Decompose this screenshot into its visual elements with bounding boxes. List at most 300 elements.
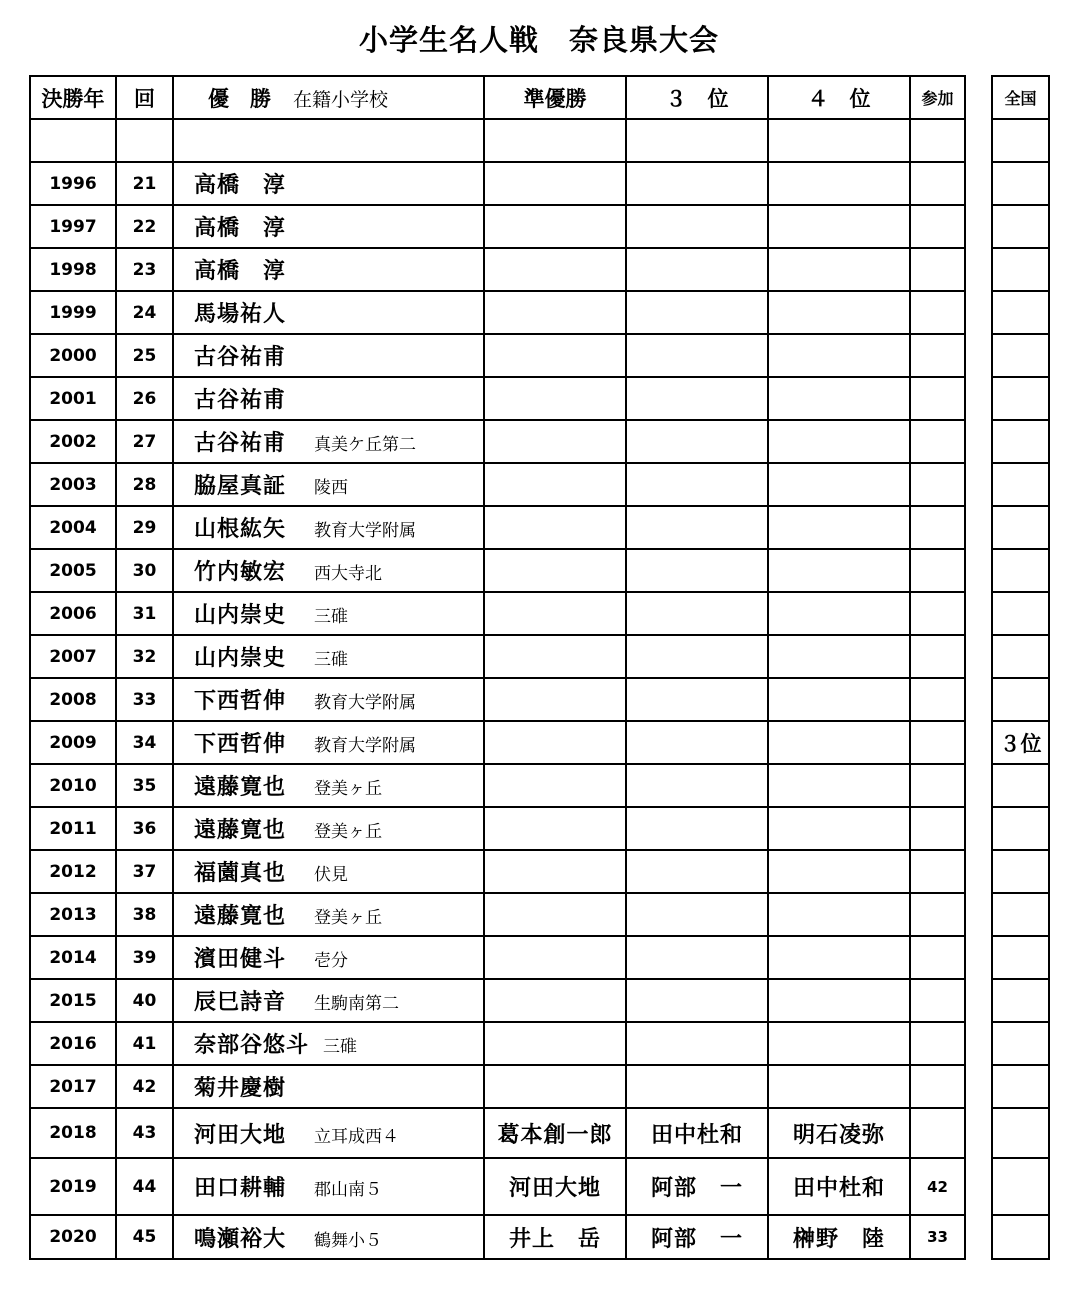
- champion-name: 河田大地: [194, 1122, 287, 1148]
- champion-name: 山根紘矢: [194, 517, 287, 542]
- national-row: [992, 893, 1049, 936]
- table-row: [30, 205, 965, 248]
- national-result-cell: [992, 463, 1049, 506]
- participants-cell: [910, 1022, 965, 1065]
- fourth-place-cell: [768, 162, 910, 205]
- national-row: [992, 721, 1049, 764]
- champion-cell: [173, 1215, 484, 1259]
- fourth-place-cell: [768, 291, 910, 334]
- third-place-cell: [626, 162, 768, 205]
- fourth-place-cell: [768, 248, 910, 291]
- runner-up-cell: [484, 678, 626, 721]
- runner-up-cell: [484, 205, 626, 248]
- champion-cell: [173, 979, 484, 1022]
- champion-name: 馬場祐人: [194, 302, 287, 327]
- round-cell: 37: [116, 850, 173, 893]
- year-cell: 2007: [30, 635, 116, 678]
- table-row: [30, 764, 965, 807]
- fourth-place-cell: [768, 979, 910, 1022]
- header-participants: 参加: [910, 76, 965, 119]
- table-row: [30, 377, 965, 420]
- runner-up-cell: 井上 岳: [484, 1215, 626, 1259]
- fourth-place-cell: [768, 334, 910, 377]
- runner-up-cell: [484, 764, 626, 807]
- fourth-place-cell: 榊野 陸: [768, 1215, 910, 1259]
- champion-cell: [173, 592, 484, 635]
- year-cell: 2019: [30, 1158, 116, 1215]
- champion-name: 古谷祐甫: [194, 388, 287, 413]
- participants-cell: [910, 162, 965, 205]
- participants-cell: [910, 377, 965, 420]
- national-row: [992, 635, 1049, 678]
- table-row: [30, 334, 965, 377]
- participants-cell: [910, 721, 965, 764]
- table-row: [30, 248, 965, 291]
- year-cell: 2000: [30, 334, 116, 377]
- runner-up-cell: [484, 506, 626, 549]
- champion-school: 鶴舞小５: [314, 1230, 382, 1251]
- table-row: [30, 291, 965, 334]
- round-cell: 24: [116, 291, 173, 334]
- third-place-cell: [626, 549, 768, 592]
- round-cell: 26: [116, 377, 173, 420]
- third-place-cell: [626, 592, 768, 635]
- national-result-cell: [992, 1158, 1049, 1215]
- runner-up-cell: [484, 119, 626, 162]
- round-cell: 41: [116, 1022, 173, 1065]
- champion-school: 登美ヶ丘: [314, 822, 382, 842]
- national-row: [992, 291, 1049, 334]
- header-third: ３ 位: [626, 76, 768, 119]
- header-champion-label: 優 勝: [208, 86, 271, 111]
- round-cell: 45: [116, 1215, 173, 1259]
- round-cell: 38: [116, 893, 173, 936]
- fourth-place-cell: [768, 119, 910, 162]
- champion-name: 高橋 淳: [194, 216, 287, 241]
- header-school: 在籍小学校: [293, 88, 389, 111]
- champion-cell: [173, 850, 484, 893]
- fourth-place-cell: [768, 463, 910, 506]
- header-champion: [173, 76, 484, 119]
- national-result-cell: [992, 764, 1049, 807]
- national-result-cell: [992, 635, 1049, 678]
- third-place-cell: [626, 678, 768, 721]
- year-cell: 2017: [30, 1065, 116, 1108]
- fourth-place-cell: [768, 506, 910, 549]
- champion-school: 真美ケ丘第二: [314, 435, 416, 455]
- runner-up-cell: 河田大地: [484, 1158, 626, 1215]
- round-cell: 42: [116, 1065, 173, 1108]
- champion-cell: [173, 936, 484, 979]
- year-cell: 2006: [30, 592, 116, 635]
- runner-up-cell: [484, 420, 626, 463]
- header-round: 回: [116, 76, 173, 119]
- champion-school: 陵西: [314, 478, 348, 498]
- table-row: [30, 162, 965, 205]
- year-cell: 2003: [30, 463, 116, 506]
- table-row: [30, 549, 965, 592]
- third-place-cell: [626, 721, 768, 764]
- champion-cell: [173, 205, 484, 248]
- runner-up-cell: [484, 893, 626, 936]
- champion-name: 下西哲伸: [194, 689, 287, 714]
- table-row: [30, 893, 965, 936]
- fourth-place-cell: [768, 635, 910, 678]
- runner-up-cell: [484, 721, 626, 764]
- champion-cell: [173, 1158, 484, 1215]
- participants-cell: [910, 764, 965, 807]
- year-cell: 2014: [30, 936, 116, 979]
- national-row: [992, 162, 1049, 205]
- champion-school: 壱分: [314, 951, 348, 971]
- third-place-cell: [626, 205, 768, 248]
- national-result-cell: [992, 807, 1049, 850]
- champion-name: 福薗真也: [194, 861, 287, 886]
- champion-cell: [173, 1108, 484, 1158]
- table-row: [30, 635, 965, 678]
- year-cell: 2004: [30, 506, 116, 549]
- champion-name: 奈部谷悠斗: [194, 1033, 310, 1058]
- fourth-place-cell: [768, 764, 910, 807]
- champion-name: 濱田健斗: [194, 947, 287, 972]
- fourth-place-cell: [768, 420, 910, 463]
- fourth-place-cell: [768, 893, 910, 936]
- national-header-row: [992, 76, 1049, 119]
- national-row: [992, 248, 1049, 291]
- champion-name: 田口耕輔: [194, 1176, 287, 1201]
- national-row: [992, 936, 1049, 979]
- national-result-cell: [992, 893, 1049, 936]
- year-cell: 1997: [30, 205, 116, 248]
- table-row: [30, 1215, 965, 1259]
- national-row: [992, 1158, 1049, 1215]
- participants-cell: [910, 1108, 965, 1158]
- champion-school: 三碓: [323, 1037, 358, 1057]
- year-cell: 2009: [30, 721, 116, 764]
- champion-school: 郡山南５: [314, 1180, 382, 1200]
- round-cell: 21: [116, 162, 173, 205]
- header-runner-up: 準優勝: [484, 76, 626, 119]
- champion-name: 高橋 淳: [194, 173, 287, 198]
- champion-cell: [173, 334, 484, 377]
- champion-cell: [173, 807, 484, 850]
- champion-school: 三碓: [314, 650, 348, 670]
- champion-cell: [173, 377, 484, 420]
- champion-name: 遠藤寛也: [194, 904, 287, 929]
- header-fourth: ４ 位: [768, 76, 910, 119]
- round-cell: 27: [116, 420, 173, 463]
- page-title: 小学生名人戦 奈良県大会: [358, 23, 719, 57]
- fourth-place-cell: 明石凌弥: [768, 1108, 910, 1158]
- champion-school: 登美ヶ丘: [314, 908, 382, 928]
- table-row: [30, 979, 965, 1022]
- champion-school: 立耳成西４: [314, 1126, 399, 1147]
- fourth-place-cell: [768, 377, 910, 420]
- national-row: [992, 850, 1049, 893]
- participants-cell: [910, 936, 965, 979]
- national-row: [992, 377, 1049, 420]
- table-row: [30, 807, 965, 850]
- third-place-cell: [626, 506, 768, 549]
- national-row: [992, 764, 1049, 807]
- participants-cell: 42: [910, 1158, 965, 1215]
- national-row: [992, 1108, 1049, 1158]
- champion-name: 菊井慶樹: [194, 1076, 287, 1101]
- round-cell: 40: [116, 979, 173, 1022]
- year-cell: 2018: [30, 1108, 116, 1158]
- year-cell: 1999: [30, 291, 116, 334]
- champion-cell: [173, 635, 484, 678]
- national-result-cell: [992, 592, 1049, 635]
- fourth-place-cell: [768, 936, 910, 979]
- round-cell: 43: [116, 1108, 173, 1158]
- runner-up-cell: [484, 635, 626, 678]
- participants-cell: [910, 592, 965, 635]
- third-place-cell: [626, 1065, 768, 1108]
- participants-cell: [910, 291, 965, 334]
- header-national: 全国: [992, 76, 1049, 119]
- national-result-cell: [992, 549, 1049, 592]
- champion-name: 辰巳詩音: [194, 990, 287, 1015]
- national-row: [992, 334, 1049, 377]
- participants-cell: 33: [910, 1215, 965, 1259]
- third-place-cell: 田中杜和: [626, 1108, 768, 1158]
- year-cell: 2005: [30, 549, 116, 592]
- runner-up-cell: [484, 1065, 626, 1108]
- national-result-cell: [992, 420, 1049, 463]
- year-cell: 1996: [30, 162, 116, 205]
- runner-up-cell: [484, 850, 626, 893]
- year-cell: 1998: [30, 248, 116, 291]
- year-cell: 2001: [30, 377, 116, 420]
- participants-cell: [910, 463, 965, 506]
- champion-cell: [173, 549, 484, 592]
- table-row: [30, 1108, 965, 1158]
- runner-up-cell: [484, 936, 626, 979]
- round-cell: 29: [116, 506, 173, 549]
- national-result-cell: [992, 979, 1049, 1022]
- participants-cell: [910, 420, 965, 463]
- runner-up-cell: [484, 291, 626, 334]
- champion-school: 登美ヶ丘: [314, 779, 382, 799]
- runner-up-cell: [484, 1022, 626, 1065]
- champion-school: 教育大学附属: [314, 693, 416, 713]
- national-row: [992, 592, 1049, 635]
- national-row: [992, 1022, 1049, 1065]
- national-row: [992, 1215, 1049, 1259]
- round-cell: 25: [116, 334, 173, 377]
- fourth-place-cell: [768, 850, 910, 893]
- round-cell: 33: [116, 678, 173, 721]
- national-result-cell: [992, 377, 1049, 420]
- champion-name: 山内崇史: [194, 646, 287, 671]
- third-place-cell: [626, 420, 768, 463]
- participants-cell: [910, 850, 965, 893]
- runner-up-cell: [484, 334, 626, 377]
- champion-cell: [173, 1065, 484, 1108]
- table-row: [30, 420, 965, 463]
- table-row: [30, 936, 965, 979]
- third-place-cell: 阿部 一: [626, 1158, 768, 1215]
- table-row: [30, 506, 965, 549]
- participants-cell: [910, 979, 965, 1022]
- champion-name: 古谷祐甫: [194, 431, 287, 456]
- round-cell: 44: [116, 1158, 173, 1215]
- third-place-cell: [626, 1022, 768, 1065]
- third-place-cell: [626, 248, 768, 291]
- third-place-cell: [626, 850, 768, 893]
- year-cell: [30, 119, 116, 162]
- third-place-cell: [626, 377, 768, 420]
- table-row: [30, 850, 965, 893]
- champion-cell: [173, 291, 484, 334]
- runner-up-cell: [484, 377, 626, 420]
- national-result-cell: [992, 1065, 1049, 1108]
- national-row: [992, 205, 1049, 248]
- table-row: [30, 1158, 965, 1215]
- champion-cell: [173, 764, 484, 807]
- results-table: [29, 75, 966, 1260]
- table-row: [30, 721, 965, 764]
- participants-cell: [910, 334, 965, 377]
- national-row: [992, 549, 1049, 592]
- fourth-place-cell: [768, 807, 910, 850]
- champion-school: 西大寺北: [314, 564, 382, 584]
- champion-name: 竹内敏宏: [194, 560, 287, 585]
- year-cell: 2016: [30, 1022, 116, 1065]
- round-cell: 36: [116, 807, 173, 850]
- year-cell: 2013: [30, 893, 116, 936]
- participants-cell: [910, 807, 965, 850]
- year-cell: 2008: [30, 678, 116, 721]
- fourth-place-cell: [768, 721, 910, 764]
- champion-cell: [173, 463, 484, 506]
- fourth-place-cell: [768, 592, 910, 635]
- champion-cell: [173, 893, 484, 936]
- participants-cell: [910, 506, 965, 549]
- round-cell: 22: [116, 205, 173, 248]
- participants-cell: [910, 119, 965, 162]
- third-place-cell: [626, 291, 768, 334]
- champion-name: 古谷祐甫: [194, 345, 287, 370]
- third-place-cell: [626, 635, 768, 678]
- champion-name: 山内崇史: [194, 603, 287, 628]
- champion-school: 教育大学附属: [314, 736, 416, 756]
- champion-cell: [173, 119, 484, 162]
- table-row: [30, 678, 965, 721]
- national-result-cell: [992, 1022, 1049, 1065]
- participants-cell: [910, 635, 965, 678]
- runner-up-cell: [484, 592, 626, 635]
- champion-cell: [173, 248, 484, 291]
- round-cell: 23: [116, 248, 173, 291]
- champion-cell: [173, 162, 484, 205]
- national-result-cell: [992, 291, 1049, 334]
- third-place-cell: [626, 893, 768, 936]
- national-row: [992, 1065, 1049, 1108]
- champion-name: 遠藤寛也: [194, 818, 287, 843]
- national-row: [992, 807, 1049, 850]
- year-cell: 2010: [30, 764, 116, 807]
- fourth-place-cell: [768, 1065, 910, 1108]
- national-result-cell: [992, 248, 1049, 291]
- national-row: [992, 119, 1049, 162]
- champion-cell: [173, 678, 484, 721]
- national-result-cell: [992, 1108, 1049, 1158]
- table-row: [30, 119, 965, 162]
- runner-up-cell: 葛本創一郎: [484, 1108, 626, 1158]
- champion-school: 三碓: [314, 607, 348, 627]
- participants-cell: [910, 248, 965, 291]
- national-row: [992, 463, 1049, 506]
- round-cell: 28: [116, 463, 173, 506]
- participants-cell: [910, 205, 965, 248]
- national-result-cell: [992, 936, 1049, 979]
- fourth-place-cell: [768, 678, 910, 721]
- national-result-cell: [992, 334, 1049, 377]
- fourth-place-cell: 田中杜和: [768, 1158, 910, 1215]
- third-place-cell: [626, 807, 768, 850]
- runner-up-cell: [484, 248, 626, 291]
- round-cell: 31: [116, 592, 173, 635]
- champion-cell: [173, 721, 484, 764]
- fourth-place-cell: [768, 205, 910, 248]
- champion-name: 高橋 淳: [194, 259, 287, 284]
- round-cell: 34: [116, 721, 173, 764]
- runner-up-cell: [484, 463, 626, 506]
- third-place-cell: [626, 119, 768, 162]
- header-row: [30, 76, 965, 119]
- national-result-cell: [992, 119, 1049, 162]
- national-result-cell: [992, 678, 1049, 721]
- runner-up-cell: [484, 807, 626, 850]
- third-place-cell: [626, 764, 768, 807]
- year-cell: 2011: [30, 807, 116, 850]
- round-cell: 32: [116, 635, 173, 678]
- champion-cell: [173, 506, 484, 549]
- third-place-cell: [626, 334, 768, 377]
- champion-school: 伏見: [314, 865, 348, 885]
- participants-cell: [910, 678, 965, 721]
- champion-school: 教育大学附属: [314, 521, 416, 541]
- participants-cell: [910, 549, 965, 592]
- third-place-cell: [626, 979, 768, 1022]
- champion-cell: [173, 420, 484, 463]
- year-cell: 2020: [30, 1215, 116, 1259]
- national-result-cell: [992, 506, 1049, 549]
- participants-cell: [910, 1065, 965, 1108]
- national-row: [992, 678, 1049, 721]
- champion-name: 遠藤寛也: [194, 775, 287, 800]
- national-row: [992, 979, 1049, 1022]
- champion-cell: [173, 1022, 484, 1065]
- header-year: 決勝年: [30, 76, 116, 119]
- third-place-cell: [626, 463, 768, 506]
- national-row: [992, 506, 1049, 549]
- national-result-cell: [992, 1215, 1049, 1259]
- runner-up-cell: [484, 979, 626, 1022]
- round-cell: 30: [116, 549, 173, 592]
- third-place-cell: 阿部 一: [626, 1215, 768, 1259]
- fourth-place-cell: [768, 549, 910, 592]
- runner-up-cell: [484, 162, 626, 205]
- round-cell: 35: [116, 764, 173, 807]
- national-result-cell: [992, 162, 1049, 205]
- national-row: [992, 420, 1049, 463]
- national-table: [991, 75, 1050, 1260]
- round-cell: [116, 119, 173, 162]
- table-row: [30, 592, 965, 635]
